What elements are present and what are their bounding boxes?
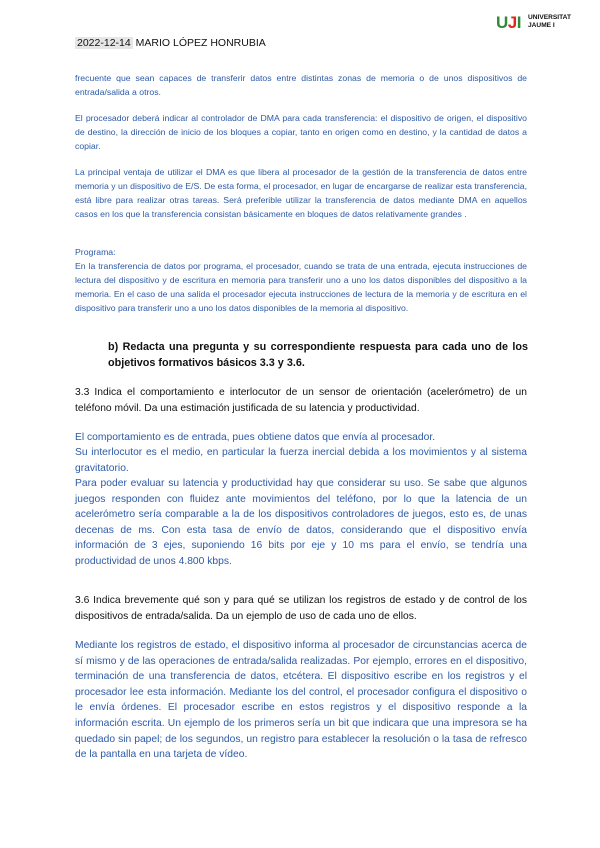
- section-b-heading: b) Redacta una pregunta y su correspondiente respuesta para cada uno de los objetivos formativos básicos 3.3 y 3.6.: [108, 341, 528, 369]
- header-author: MARIO LÓPEZ HONRUBIA: [135, 37, 266, 49]
- header-date: 2022-12-14: [77, 37, 131, 49]
- page-header: [75, 37, 266, 49]
- question-3-6: 3.6 Indica brevemente qué son y para qué se utilizan los registros de estado y de control de los dispositivos de entrada/salida. Da un ejemplo de uso de cada uno de ellos.: [75, 595, 527, 622]
- logo-line-1: UNIVERSITAT: [528, 14, 571, 21]
- paragraph-dma-intro: frecuente que sean capaces de transferir datos entre distintas zonas de memoria o de unos dispositivos de entrada/salida a otros.: [75, 73, 527, 98]
- paragraph-dma-controller: El procesador deberá indicar al controlador de DMA para cada transferencia: el dispositivo de origen, el dispositivo de destino, la dirección de inicio de los bloques a copiar, tanto en origen como en destino, y la cantidad de datos a copiar.: [75, 113, 527, 152]
- logo-university-name: [528, 14, 571, 30]
- paragraph-programa: En la transferencia de datos por programa, el procesador, cuando se trata de una entrada, ejecuta instrucciones de lectura del dispositivo y de escritura en memoria para transferir uno a uno los datos disponibles del dispositivo a la memoria. En el caso de una salida el procesador ejecuta instrucciones de lectura de la memoria y de escritura en el dispositivo para transferir uno a uno los datos disponibles de la memoria al dispositivo.: [75, 261, 527, 314]
- answer-3-6: Mediante los registros de estado, el dispositivo informa al procesador de circunstancias acerca de sí mismo y de las operaciones de entrada/salida realizadas. Por ejemplo, errores en el dispositivo, terminación de una transferencia de datos, etcétera. El dispositivo escribe en los registros y el procesador lee esta información. Mediante los del control, el procesador configura el dispositivo o le envía órdenes. El procesador escribe en estos registros y el dispositivo responde a la información escrita. Un ejemplo de los primeros sería un bit que indicara que una impresora se ha quedado sin papel; de los segundos, un registro para establecer la resolución o la tasa de refresco de la pantalla en una tarjeta de vídeo.: [75, 640, 527, 761]
- logo-line-2: JAUME I: [528, 22, 555, 29]
- uji-logo-mark: [496, 14, 521, 32]
- answer-3-3-behaviour: El comportamiento es de entrada, pues obtiene datos que envía al procesador.: [75, 432, 436, 443]
- logo-letter-u: U: [496, 13, 508, 32]
- answer-3-3-latency: Para poder evaluar su latencia y productividad hay que considerar su uso. Se sabe que algunos juegos responden con fluidez ante movimientos del teléfono, por lo que la latencia de un acelerómetro sería comparable a la de los dispositivos controladores de juegos, esto es, de unas decenas de ms. Con esta tasa de envío de datos, considerando que el dispositivo envía información de 3 ejes, suponiendo 16 bits por eje y 10 ms para el envío, se tendría una productividad de unos 4.800 kbps.: [75, 478, 527, 567]
- paragraph-dma-advantage: La principal ventaja de utilizar el DMA es que libera al procesador de la gestión de la transferencia de datos entre memoria y un dispositivo de E/S. De esta forma, el procesador, en lugar de encargarse de realizar esta transferencia, está libre para realizar otras tareas. Será preferible utilizar la transferencia de datos mediante DMA en aquellos casos en los que la transferencia consistan básicamente en bloques de datos relativamente grandes .: [75, 167, 527, 220]
- logo-letter-i: I: [516, 13, 521, 32]
- university-logo: [496, 12, 582, 34]
- question-3-3: 3.3 Indica el comportamiento e interlocutor de un sensor de orientación (acelerómetro) de un teléfono móvil. Da una estimación justificada de su latencia y productividad.: [75, 387, 527, 414]
- programa-label: Programa:: [75, 247, 116, 257]
- logo-letter-j: J: [507, 13, 517, 32]
- answer-3-3-interlocutor: Su interlocutor es el medio, en particular la fuerza inercial debida a los movimientos y al sistema gravitatorio.: [75, 447, 527, 474]
